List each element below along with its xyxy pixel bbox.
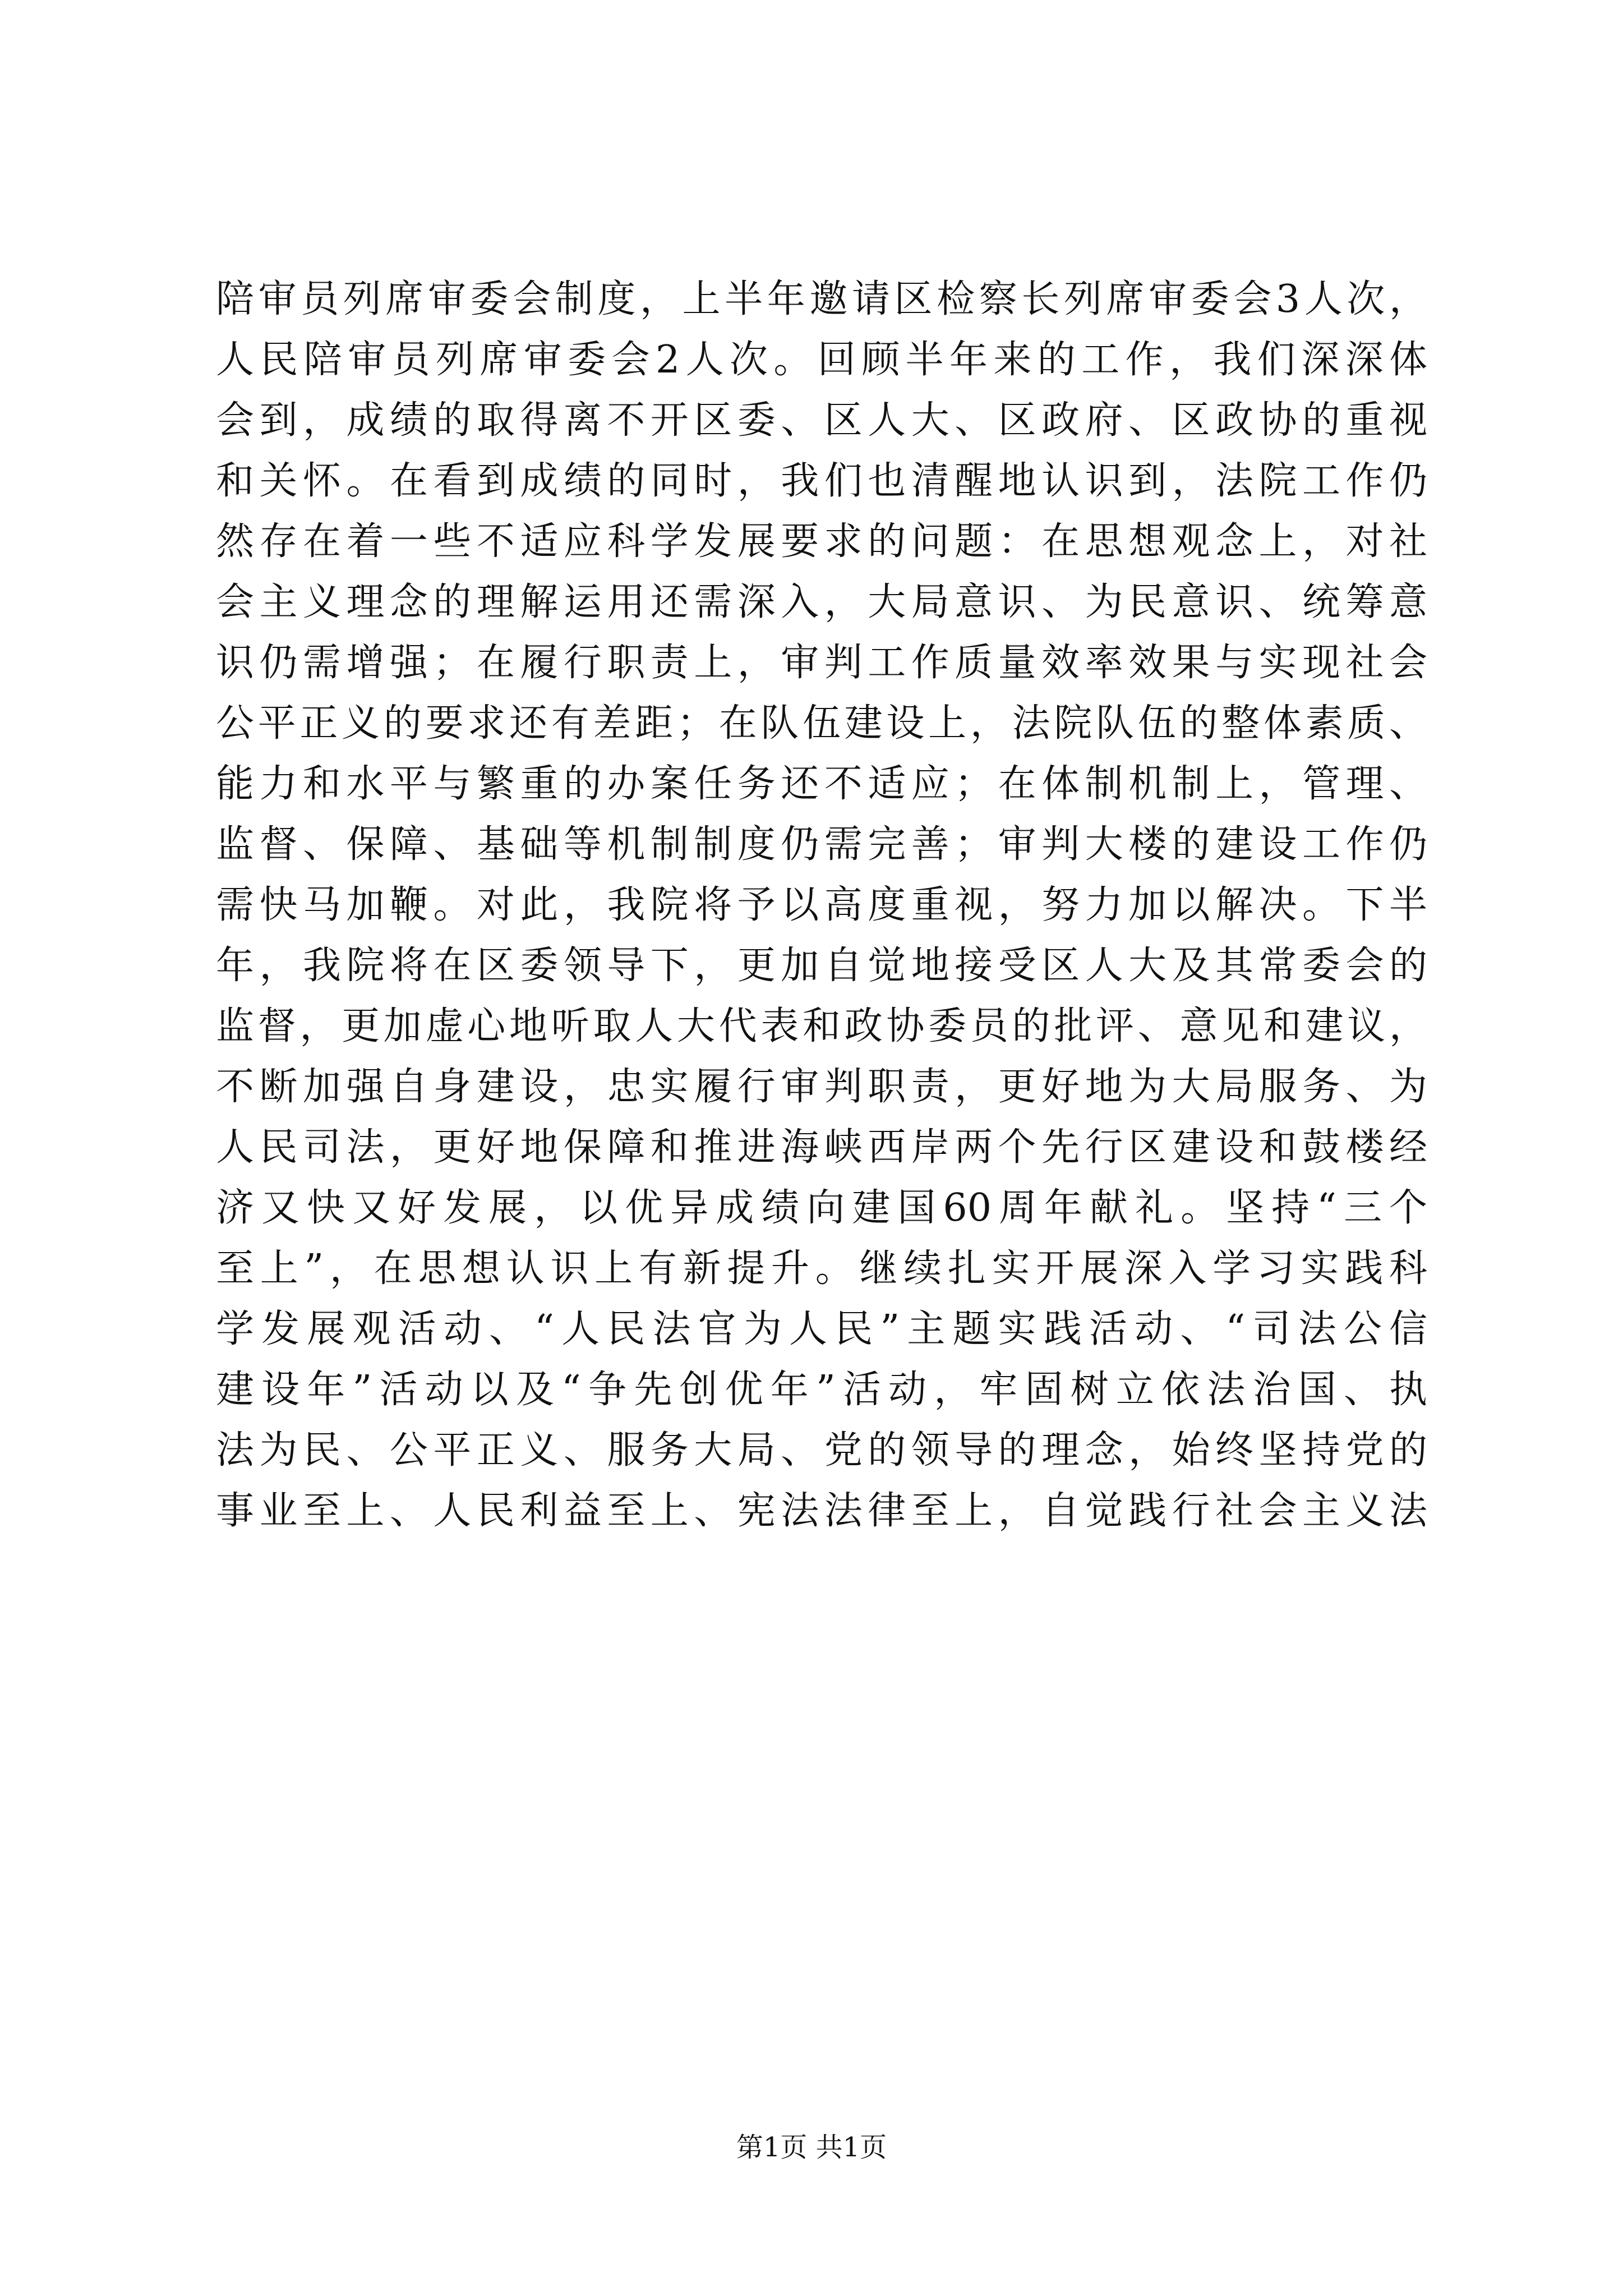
text-line: 监督，更加虚心地听取人大代表和政协委员的批评、意见和建议， (216, 1004, 1427, 1048)
page-number: 第1页 共1页 (736, 2132, 887, 2163)
text-line: 年，我院将在区委领导下，更加自觉地接受区人大及其常委会的 (216, 944, 1427, 988)
text-line: 济又快又好发展，以优异成绩向建国60周年献礼。坚持“三个 (216, 1186, 1427, 1230)
text-line: 和关怀。在看到成绩的同时，我们也清醒地认识到，法院工作仍 (216, 459, 1427, 503)
text-line: 会到，成绩的取得离不开区委、区人大、区政府、区政协的重视 (216, 398, 1427, 443)
text-line: 人民陪审员列席审委会2人次。回顾半年来的工作，我们深深体 (216, 338, 1427, 382)
text-line: 需快马加鞭。对此，我院将予以高度重视，努力加以解决。下半 (216, 883, 1427, 927)
text-line: 监督、保障、基础等机制制度仍需完善；审判大楼的建设工作仍 (216, 822, 1427, 867)
text-line: 人民司法，更好地保障和推进海峡西岸两个先行区建设和鼓楼经 (216, 1125, 1427, 1170)
body-text (216, 269, 1427, 1542)
text-line: 然存在着一些不适应科学发展要求的问题：在思想观念上，对社 (216, 519, 1427, 564)
text-line: 识仍需增强；在履行职责上，审判工作质量效率效果与实现社会 (216, 641, 1427, 685)
text-line: 能力和水平与繁重的办案任务还不适应；在体制机制上，管理、 (216, 762, 1427, 806)
text-line: 不断加强自身建设，忠实履行审判职责，更好地为大局服务、为 (216, 1065, 1427, 1109)
text-line: 建设年”活动以及“争先创优年”活动，牢固树立依法治国、执 (216, 1368, 1427, 1412)
text-line: 公平正义的要求还有差距；在队伍建设上，法院队伍的整体素质、 (216, 701, 1427, 746)
text-line: 学发展观活动、“人民法官为人民”主题实践活动、“司法公信 (216, 1307, 1427, 1351)
text-line: 至上”，在思想认识上有新提升。继续扎实开展深入学习实践科 (216, 1246, 1427, 1291)
text-line: 法为民、公平正义、服务大局、党的领导的理念，始终坚持党的 (216, 1428, 1427, 1473)
text-line: 会主义理念的理解运用还需深入，大局意识、为民意识、统筹意 (216, 580, 1427, 624)
page-footer (0, 2131, 1623, 2164)
text-line: 陪审员列席审委会制度，上半年邀请区检察长列席审委会3人次， (216, 277, 1427, 321)
text-line: 事业至上、人民利益至上、宪法法律至上，自觉践行社会主义法 (216, 1489, 1427, 1533)
